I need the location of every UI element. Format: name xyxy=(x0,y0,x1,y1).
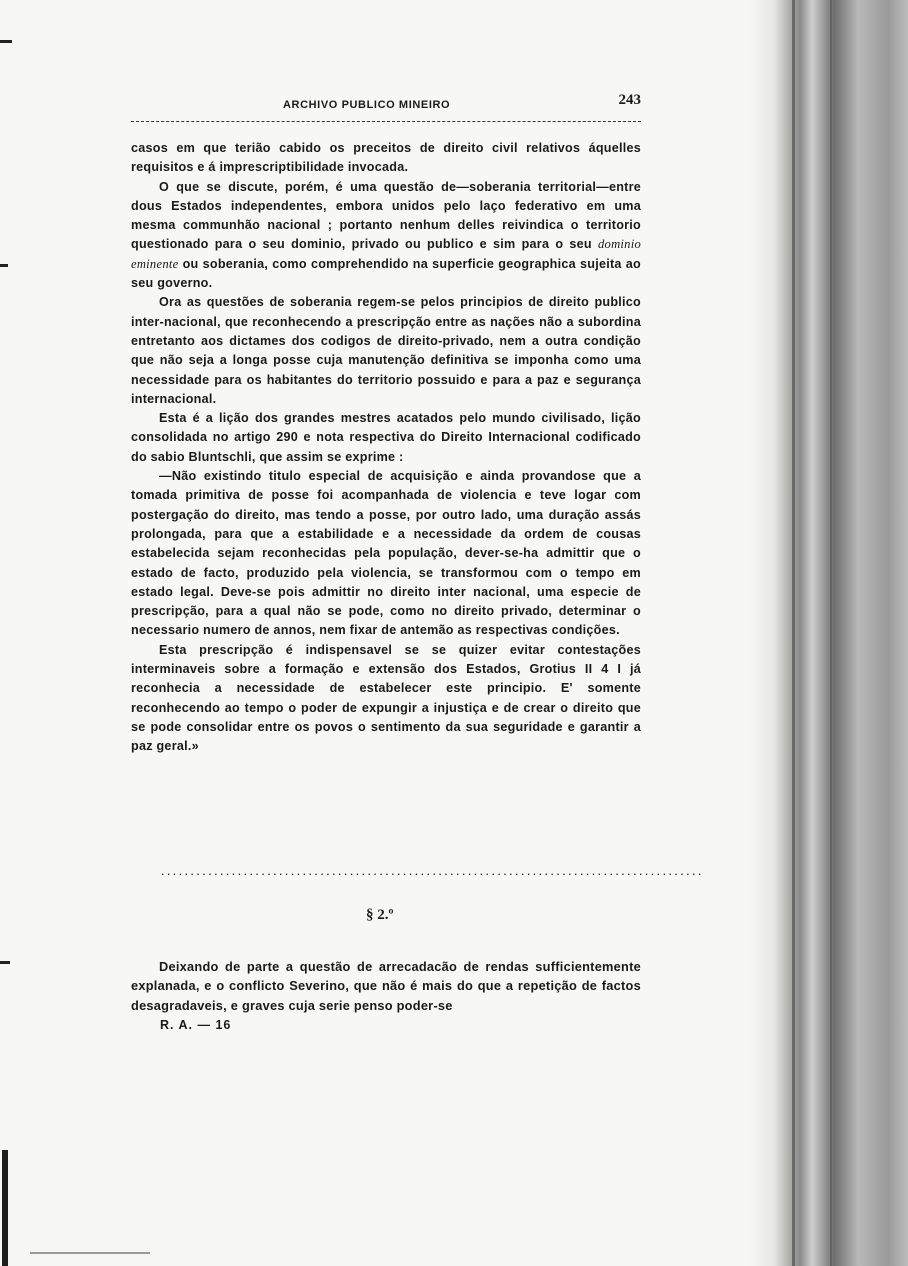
paragraph: Deixando de parte a questão de arrecadacão de rendas sufficientemente explanada, e o conflicto Severino, que não é mais do que a repetição de factos desagradaveis, e graves cuja serie penso poder-se xyxy=(131,959,641,1013)
header-rule xyxy=(131,121,641,122)
scan-bottom-line xyxy=(30,1252,150,1254)
section-heading: § 2.º xyxy=(366,907,394,923)
running-title: ARCHIVO PUBLICO MINEIRO xyxy=(283,99,451,111)
paragraph xyxy=(131,178,641,294)
signature-mark: R. A. — 16 xyxy=(160,1018,232,1032)
paragraph: Esta prescripção é indispensavel se se quizer evitar contestações interminaveis sobre a formação e extensão dos Estados, Grotius II 4 I já reconhecia a necessidade de estabelecer este principio. E' somente reconhecendo ao tempo o poder de expungir a injustiça e de crear o direito que se pode consolidar entre os povos o sentimento da sua seguridade e garantir a paz geral.» xyxy=(131,642,641,754)
page-number: 243 xyxy=(618,92,641,108)
scan-edge-mark xyxy=(0,264,8,267)
dotted-separator: ............................................................................................ xyxy=(160,868,703,878)
paragraph: Esta é a lição dos grandes mestres acatados pelo mundo civilisado, lição consolidada no artigo 290 e nota respectiva do Direito Internacional codificado do sabio Bluntschli, que assim se exprime : xyxy=(131,411,641,464)
italic-term: dominio eminente xyxy=(131,237,641,271)
paragraph: casos em que terião cabido os preceitos de direito civil relativos áquelles requisitos e á imprescriptibilidade invocada. xyxy=(131,141,641,175)
book-binding-shadow xyxy=(748,0,908,1266)
paragraph: Ora as questões de soberania regem-se pelos principios de direito publico inter-nacional, que reconhecendo a prescripção entre as nações não a subordina entretanto aos dictames dos codigos de direito-privado, nem a outra condição que não seja a longa posse cuja manutenção definitiva se imponha como uma necessidade para os habitantes do territorio possuido e para a paz e segurança internacional. xyxy=(131,295,641,406)
quoted-paragraph: —Não existindo titulo especial de acquisição e ainda provandose que a tomada primitiva de posse foi acompanhada de violencia e teve logar com postergação do direito, mas tendo a posse, por outro lado, uma duração assás prolongada, para que a estabilidade e a necessidade da ordem de cousas estabelecida sejam reconhecidas pela população, dever-se-ha admittir que o estado de facto, produzido pela violencia, se transformou com o tempo em estado legal. Deve-se pois admittir no direito inter nacional, uma especie de prescripção, para a qual não se pode, como no direito privado, determinar o necessario numero de annos, nem fixar de antemão as respectivas condições. xyxy=(131,469,641,638)
body-text xyxy=(131,139,641,757)
running-header xyxy=(131,92,641,116)
paragraph-text: O que se discute, porém, é uma questão de—soberania territorial—entre dous Estados independentes, embora unidos pelo laço federativo em uma mesma communhão nacional ; portanto nenhum delles reivindica o territorio questionado para o seu dominio, privado ou publico e sim para o seu xyxy=(131,179,641,252)
section-body-text xyxy=(131,957,641,1015)
scan-edge-bar xyxy=(2,1150,8,1266)
scan-edge-mark xyxy=(0,40,12,43)
paragraph-text: ou soberania, como comprehendido na superficie geographica sujeita ao seu governo. xyxy=(131,256,641,291)
scan-edge-mark xyxy=(0,961,10,964)
